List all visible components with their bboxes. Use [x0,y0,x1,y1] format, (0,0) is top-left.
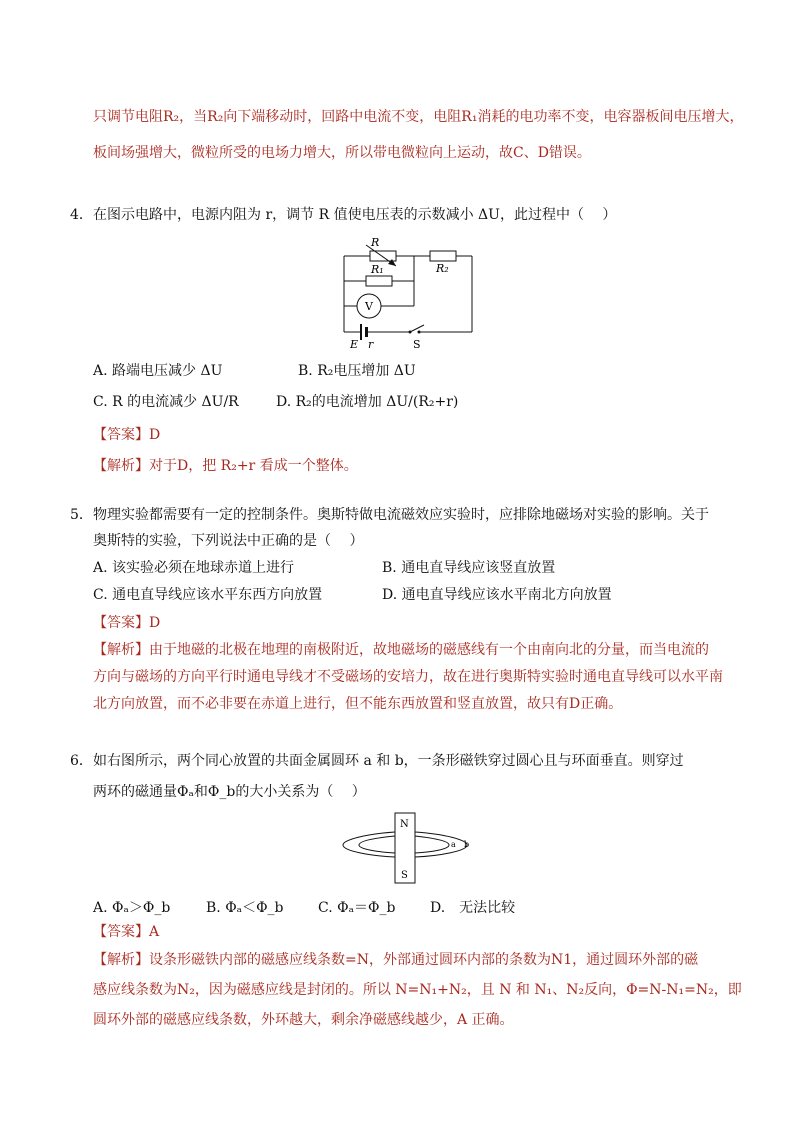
q6-analysis-1: 设条形磁铁内部的磁感应线条数=N，外部通过圆环内部的条数为N1，通过圆环外部的磁 [149,952,699,968]
q5-analysis-tag: 【解析】 [93,642,149,658]
q6-magnet-ring-diagram [335,810,475,888]
label-S: S [413,338,421,350]
label-R1: R₁ [371,263,384,276]
q4-option-c: C. R 的电流减少 ΔU/R [93,394,239,410]
q5-number: 5． [70,507,93,523]
label-a: a [451,840,456,849]
q6-number: 6． [70,753,93,769]
q6-analysis-line-2: 感应线条数为N₂，因为磁感应线是封闭的。所以 N=N₁+N₂，且 N 和 N₁、N₂反向，Φ=N-N₁=N₂，即 [93,982,742,998]
q4-circuit-diagram [330,232,490,350]
q5-answer: D [149,615,161,631]
q5-option-d: D. 通电直导线应该水平南北方向放置 [382,587,612,603]
q4-analysis-tag: 【解析】 [93,458,149,474]
q4-option-a: A. 路端电压减少 ΔU [93,363,223,379]
q6-analysis-tag: 【解析】 [93,952,149,968]
q6-analysis-line-3: 圆环外部的磁感应线条数，外环越大，剩余净磁感线越少，A 正确。 [93,1012,514,1028]
q4-analysis-line [93,456,358,476]
q6-answer: A [149,924,160,940]
q5-analysis-line-1 [93,640,709,660]
label-E: E [350,338,359,350]
q6-stem-2: 两环的磁通量Φₐ和Φ_b的大小关系为（ ） [93,784,366,800]
q5-option-a: A. 该实验必须在地球赤道上进行 [93,560,295,576]
q6-analysis-line-1 [93,950,698,970]
q6-option-a: A. Φₐ＞Φ_b [93,900,171,916]
q4-stem: 在图示电路中，电源内阻为 r，调节 R 值使电压表的示数减小 ΔU，此过程中（ ） [93,207,617,223]
q5-option-b: B. 通电直导线应该竖直放置 [382,560,556,576]
label-R2: R₂ [436,262,449,275]
label-r: r [368,338,374,350]
q6-option-b: B. Φₐ＜Φ_b [206,900,284,916]
prev-analysis-line-1: 只调节电阻R₂，当R₂向下端移动时，回路中电流不变，电阻R₁消耗的电功率不变，电容器板间电压增大， [93,109,744,125]
label-N: N [400,819,409,830]
q4-answer: D [149,427,161,443]
q5-analysis-1: 由于地磁的北极在地理的南极附近，故地磁场的磁感线有一个由南向北的分量，而当电流的 [149,642,709,658]
q4-analysis: 对于D，把 R₂+r 看成一个整体。 [149,458,358,474]
q5-answer-tag: 【答案】 [93,615,149,631]
q5-option-c: C. 通电直导线应该水平东西方向放置 [93,587,323,603]
q6-stem-1: 如右图所示，两个同心放置的共面金属圆环 a 和 b，一条形磁铁穿过圆心且与环面垂直。则穿过 [93,753,684,769]
q4-option-d: D. R₂的电流增加 ΔU/(R₂+r) [276,394,459,410]
q5-stem-1: 物理实验都需要有一定的控制条件。奥斯特做电流磁效应实验时，应排除地磁场对实验的影响。关于 [93,507,709,523]
prev-analysis-line-2: 板间场强增大，微粒所受的电场力增大，所以带电微粒向上运动，故C、D错误。 [93,145,591,161]
q6-option-d: D. 无法比较 [430,900,516,916]
q4-number: 4． [70,207,93,223]
label-R: R [371,236,380,249]
q5-stem-2: 奥斯特的实验，下列说法中正确的是（ ） [93,533,364,549]
label-b: b [464,840,470,849]
label-V: V [365,300,373,313]
q6-answer-tag: 【答案】 [93,924,149,940]
label-S-pole: S [401,870,408,881]
q5-analysis-line-2: 方向与磁场的方向平行时通电导线才不受磁场的安培力，故在进行奥斯特实验时通电直导线可以水平南 [93,669,723,685]
q4-answer-line [93,425,160,445]
q4-option-b: B. R₂电压增加 ΔU [298,363,416,379]
q6-option-c: C. Φₐ＝Φ_b [318,900,396,916]
q5-analysis-line-3: 北方向放置，而不必非要在赤道上进行，但不能东西放置和竖直放置，故只有D正确。 [93,696,623,712]
q5-answer-line [93,613,160,633]
q4-answer-tag: 【答案】 [93,427,149,443]
q6-answer-line [93,922,159,942]
